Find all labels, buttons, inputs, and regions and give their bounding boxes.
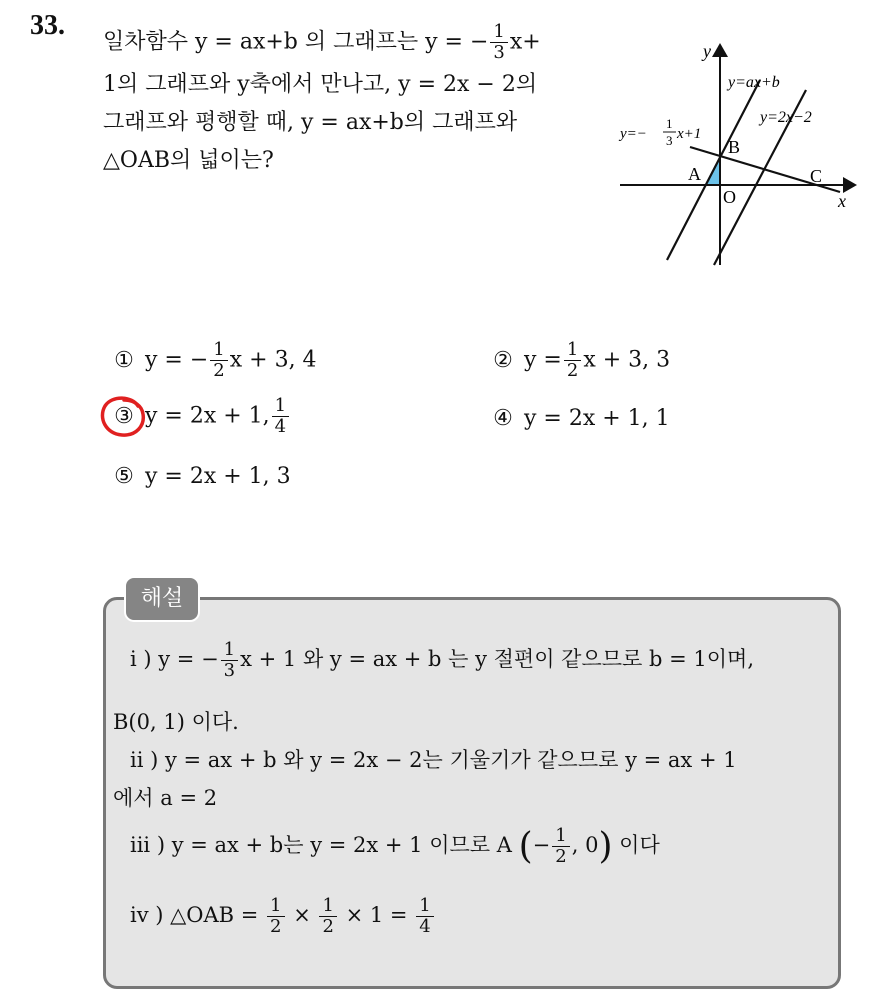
solution-step-3: iii ) y = ax + b는 y = 2x + 1 이므로 A (− $\frac{1}{2}$ , 0) 이다 [130, 825, 660, 867]
solution-step-2-line-2: 에서 a = 2 [113, 786, 218, 810]
question-line-3: 그래프와 평행할 때, y = ax+b의 그래프와 [103, 110, 518, 135]
choice-2-fraction: $\frac{1}{2}$ [564, 340, 581, 381]
choice-3-fraction: $\frac{1}{4}$ [272, 396, 289, 437]
label-line-a: y=ax+b [728, 74, 780, 91]
point-c-label: C [810, 166, 823, 186]
solution-step-4: iv ) △OAB = $\frac{1}{2}$ × $\frac{1}{2}$ × 1 = $\frac{1}{4}$ [130, 896, 436, 937]
question-line-4: △OAB의 넓이는? [103, 148, 274, 173]
choice-4[interactable]: ④ y = 2x + 1, 1 [489, 406, 670, 431]
choice-4-mark: ④ [493, 406, 513, 431]
coordinate-graph [610, 35, 870, 270]
question-fraction: $\frac{1}{3}$ [490, 22, 507, 63]
choice-3[interactable]: ③ y = 2x + 1, $\frac{1}{4}$ [110, 396, 291, 437]
line-y-ax-b [667, 80, 760, 260]
label-line-c-den: 3 [666, 133, 673, 148]
solution-step-1-line-2: B(0, 1) 이다. [113, 710, 239, 734]
label-line-b: y=2x−2 [760, 109, 812, 126]
solution-step-2: ii ) y = ax + b 와 y = 2x − 2는 기울기가 같으므로 y = ax + 1 [130, 748, 737, 772]
choice-1-mark: ① [114, 347, 134, 373]
label-line-c-num: 1 [666, 116, 673, 131]
point-b-label: B [728, 137, 741, 157]
solution-step-1: i ) y = − $\frac{1}{3}$ x + 1 와 y = ax + b 는 y 절편이 같으므로 b = 1이며, [130, 639, 754, 681]
label-line-c-pre: y=− [620, 126, 647, 142]
axis-y-label: y [703, 41, 711, 61]
choice-1[interactable]: ① y = − $\frac{1}{2}$ x + 3, 4 [110, 340, 317, 381]
question-line-1-tail: x+ [509, 29, 541, 55]
choice-2-mark: ② [493, 347, 513, 373]
question-number: 33. [30, 10, 65, 41]
choice-2[interactable]: ② y = $\frac{1}{2}$ x + 3, 3 [489, 340, 670, 381]
selected-answer-circle-icon [98, 394, 150, 440]
question-line-1-text: 일차함수 y = ax+b 의 그래프는 y = − [103, 29, 489, 55]
question-line-1 [103, 22, 541, 63]
solution-tag: 해설 [124, 576, 200, 622]
choice-5[interactable]: ⑤ y = 2x + 1, 3 [110, 464, 291, 489]
axis-x-label: x [838, 191, 846, 211]
question-line-2: 1의 그래프와 y축에서 만나고, y = 2x − 2의 [103, 72, 538, 97]
choice-3-mark: ③ [114, 403, 134, 429]
label-line-c-post: x+1 [677, 126, 702, 142]
choice-5-mark: ⑤ [114, 464, 134, 489]
choice-1-fraction: $\frac{1}{2}$ [210, 340, 227, 381]
point-o-label: O [723, 187, 736, 207]
point-a-label: A [688, 164, 701, 184]
